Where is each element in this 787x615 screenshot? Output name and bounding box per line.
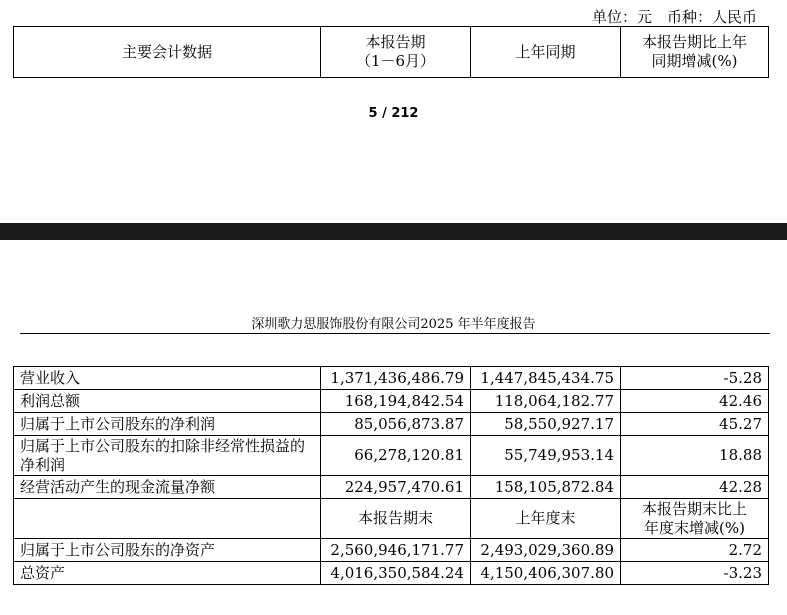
change-value: -3.23	[621, 562, 769, 585]
table-row	[14, 476, 769, 499]
prior-value: 55,749,953.14	[471, 436, 621, 476]
prior-value: 158,105,872.84	[471, 476, 621, 499]
current-value: 168,194,842.54	[321, 390, 471, 413]
subheader-change: 本报告期末比上 年度末增减(%)	[621, 499, 769, 539]
page-number: 5 / 212	[368, 106, 419, 121]
col-header-main-data: 主要会计数据	[14, 27, 321, 78]
current-value: 85,056,873.87	[321, 413, 471, 436]
row-label: 营业收入	[14, 367, 321, 390]
key-accounting-data-table	[13, 366, 769, 585]
subheader-blank	[14, 499, 321, 539]
header-rule	[20, 333, 770, 334]
table-header-row	[14, 27, 769, 78]
current-value: 4,016,350,584.24	[321, 562, 471, 585]
change-value: 2.72	[621, 539, 769, 562]
table-row	[14, 539, 769, 562]
change-value: -5.28	[621, 367, 769, 390]
row-label: 归属于上市公司股东的净资产	[14, 539, 321, 562]
current-value: 224,957,470.61	[321, 476, 471, 499]
change-value: 42.46	[621, 390, 769, 413]
key-accounting-data-header-table	[13, 26, 769, 78]
col-header-current-period: 本报告期 （1－6月）	[321, 27, 471, 78]
row-label: 归属于上市公司股东的扣除非经常性损益的净利润	[14, 436, 321, 476]
change-value: 42.28	[621, 476, 769, 499]
prior-value: 4,150,406,307.80	[471, 562, 621, 585]
document-running-header: 深圳歌力思服饰股份有限公司2025 年半年度报告	[251, 317, 536, 332]
col-header-yoy-change: 本报告期比上年 同期增减(%)	[621, 27, 769, 78]
change-value: 18.88	[621, 436, 769, 476]
change-value: 45.27	[621, 413, 769, 436]
subheader-prior: 上年度末	[471, 499, 621, 539]
table-row	[14, 413, 769, 436]
prior-value: 118,064,182.77	[471, 390, 621, 413]
row-label: 利润总额	[14, 390, 321, 413]
unit-currency-note: 单位：元 币种：人民币	[591, 8, 757, 26]
current-value: 1,371,436,486.79	[321, 367, 471, 390]
table-row	[14, 562, 769, 585]
table-row	[14, 390, 769, 413]
current-value: 66,278,120.81	[321, 436, 471, 476]
row-label: 归属于上市公司股东的净利润	[14, 413, 321, 436]
prior-value: 2,493,029,360.89	[471, 539, 621, 562]
table-subheader-row	[14, 499, 769, 539]
row-label: 总资产	[14, 562, 321, 585]
table-row	[14, 436, 769, 476]
subheader-current: 本报告期末	[321, 499, 471, 539]
table-row	[14, 367, 769, 390]
prior-value: 58,550,927.17	[471, 413, 621, 436]
current-value: 2,560,946,171.77	[321, 539, 471, 562]
row-label: 经营活动产生的现金流量净额	[14, 476, 321, 499]
col-header-prior-period: 上年同期	[471, 27, 621, 78]
prior-value: 1,447,845,434.75	[471, 367, 621, 390]
page-divider	[0, 223, 787, 240]
